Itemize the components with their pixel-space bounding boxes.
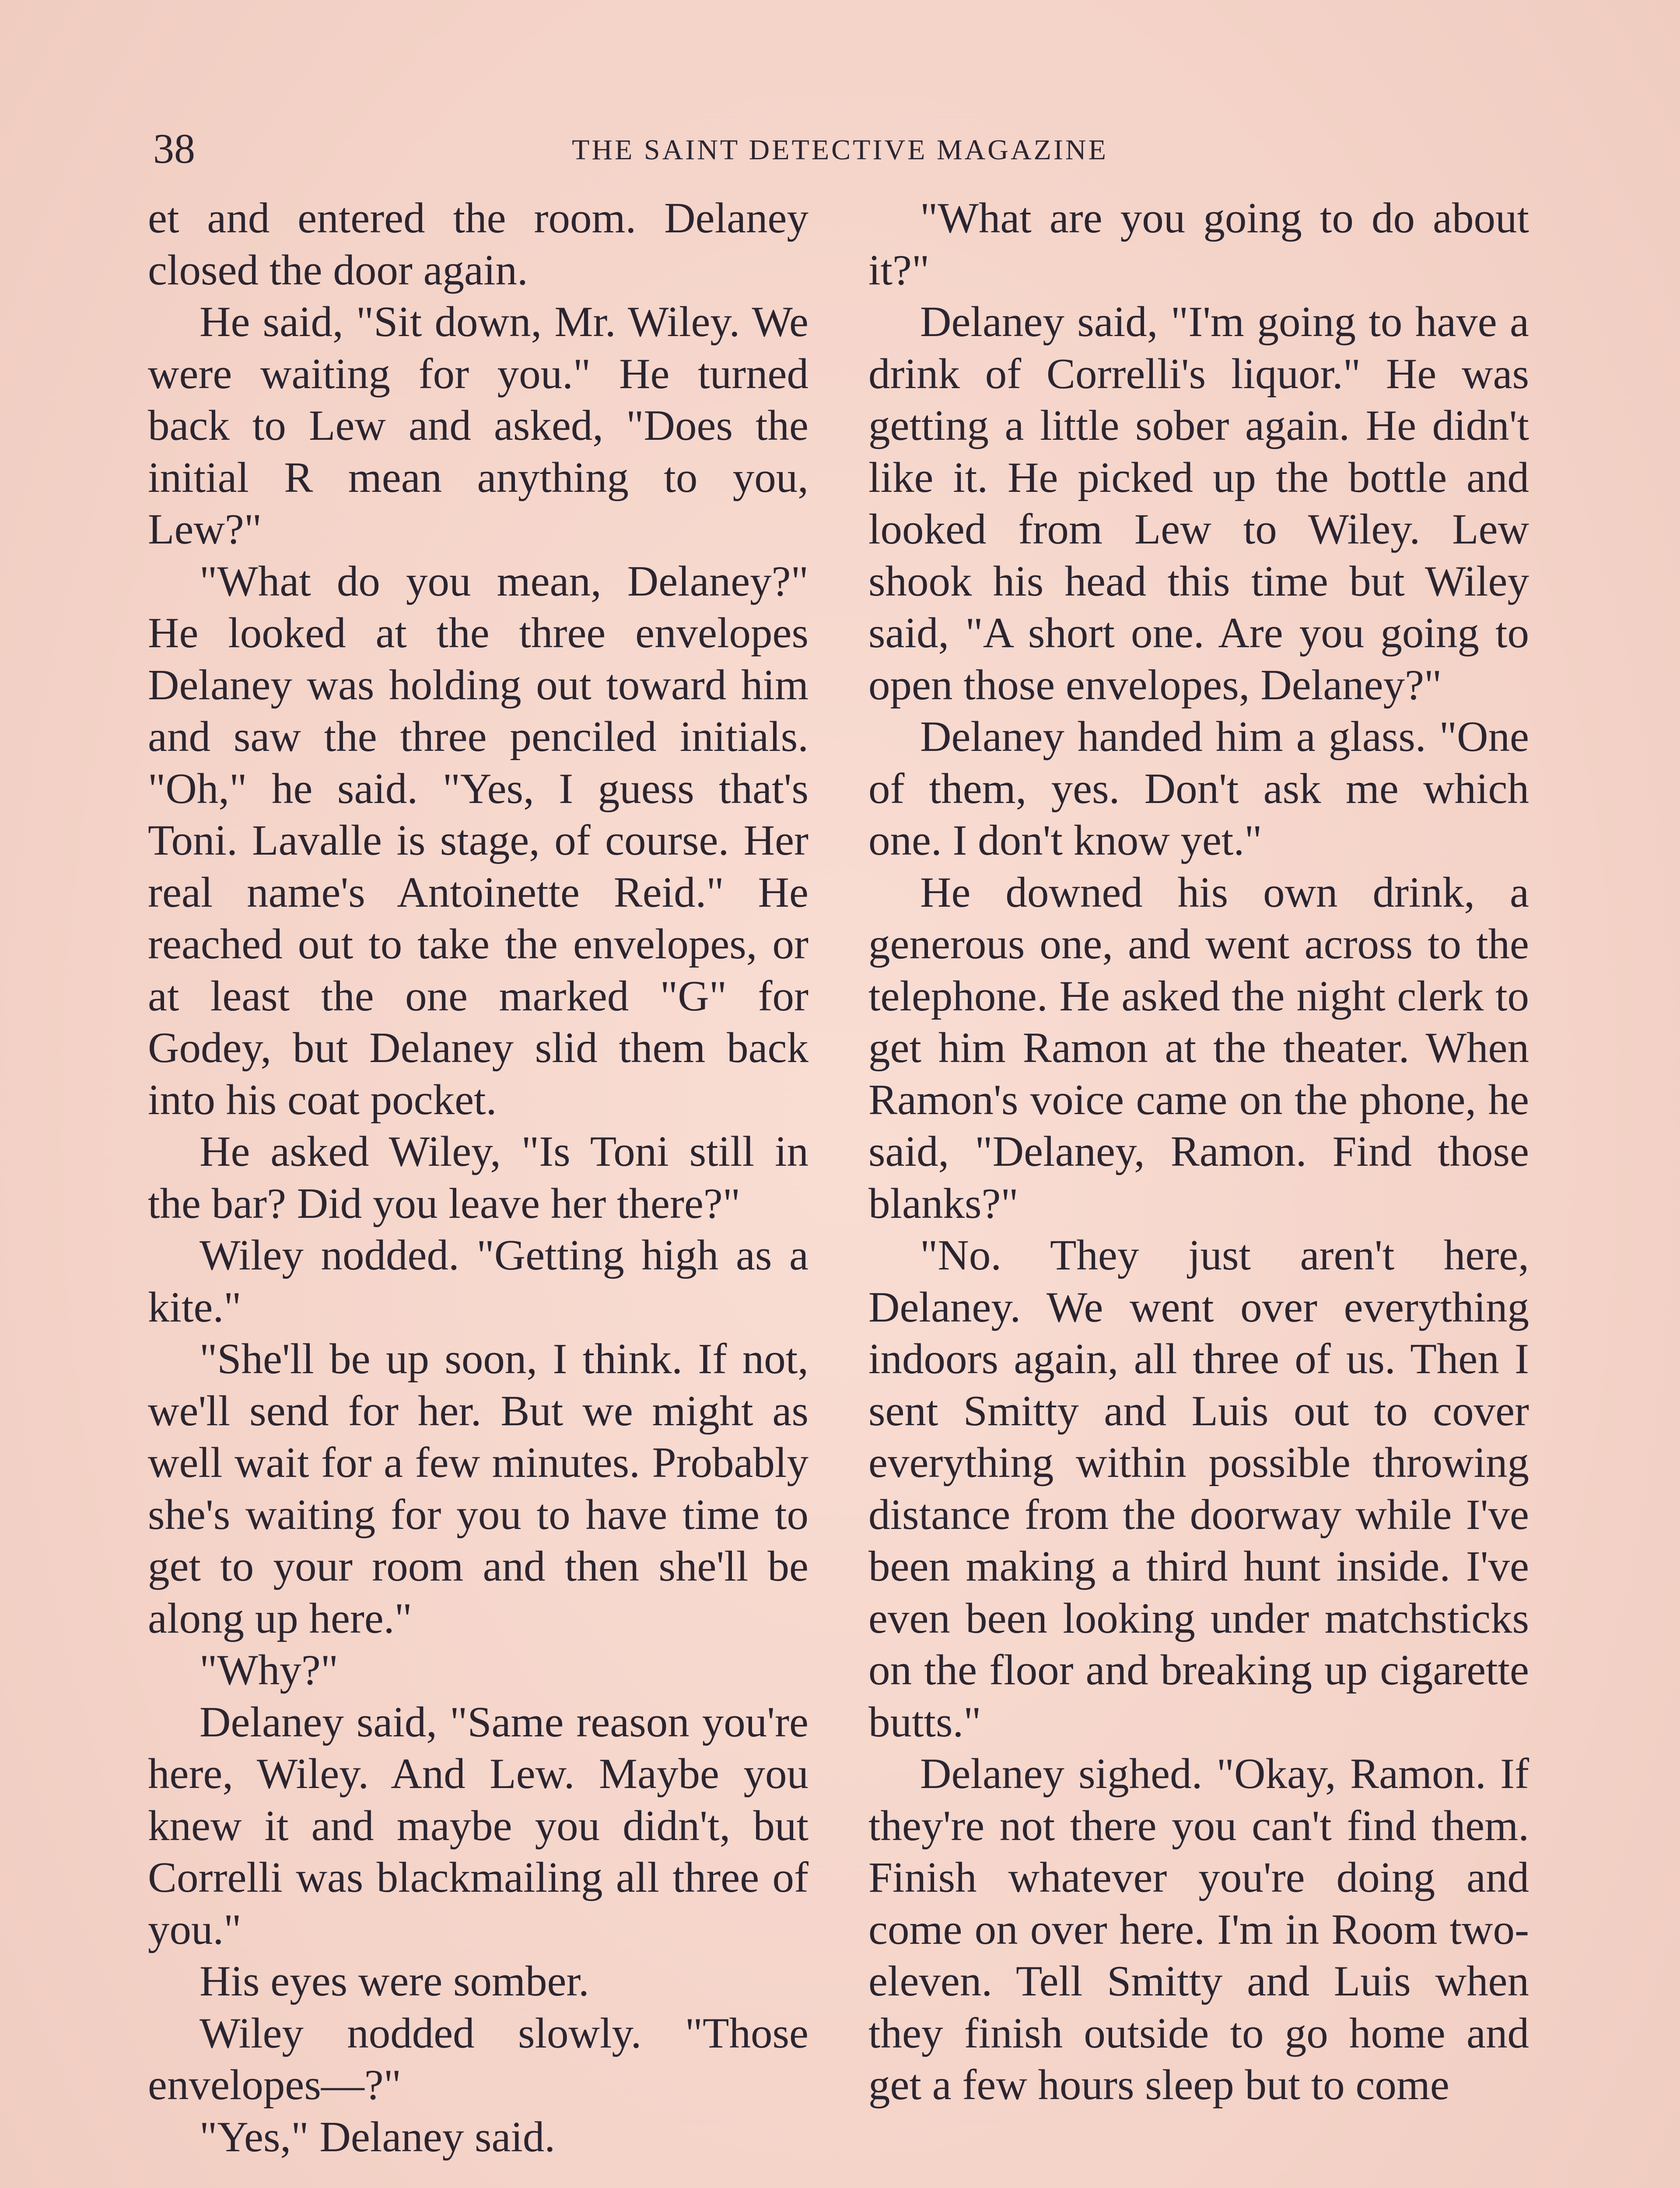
paragraph: "She'll be up soon, I think. If not, we'll send for her. But we might as well wait for a few minutes. Probably she's waiting for you to have time to get to your room and then she'll be along up here." — [148, 1335, 808, 1642]
right-column — [868, 193, 1529, 2111]
page-number: 38 — [153, 125, 195, 172]
paragraph: He downed his own drink, a generous one, and went across to the telephone. He asked the night clerk to get him Ramon at the theater. When Ramon's voice came on the phone, he said, "Delaney, Ramon. Find those blanks?" — [868, 868, 1529, 1227]
paragraph: "What are you going to do about it?" — [868, 194, 1529, 294]
running-title: THE SAINT DETECTIVE MAGAZINE — [572, 134, 1108, 166]
paragraph: Delaney sighed. "Okay, Ramon. If they're not there you can't find them. Finish whatever you're doing and come on over here. I'm in Room two-eleven. Tell Smitty and Luis when they finish outside to go home and get a few hours sleep but to come — [868, 1750, 1529, 2109]
paragraph: He asked Wiley, "Is Toni still in the bar? Did you leave her there?" — [148, 1128, 808, 1227]
paragraph: Delaney handed him a glass. "One of them, yes. Don't ask me which one. I don't know yet." — [868, 713, 1529, 864]
paragraph: Wiley nodded slowly. "Those envelopes—?" — [148, 2009, 808, 2109]
paragraph: "No. They just aren't here, Delaney. We went over everything indoors again, all three of us. Then I sent Smitty and Luis out to cover everything within possible throwing distance from the doorway while I've been making a third hunt inside. I've even been looking under matchsticks on the floor and breaking up cigarette butts." — [868, 1231, 1529, 1746]
paragraph: He said, "Sit down, Mr. Wiley. We were waiting for you." He turned back to Lew and asked, "Does the initial R mean anything to you, Lew?" — [148, 298, 808, 553]
paragraph: et and entered the room. Delaney closed the door again. — [148, 194, 808, 294]
paragraph: Delaney said, "Same reason you're here, Wiley. And Lew. Maybe you knew it and maybe you didn't, but Correlli was blackmailing all three of you." — [148, 1698, 808, 1953]
paragraph: Delaney said, "I'm going to have a drink of Correlli's liquor." He was getting a little sober again. He didn't like it. He picked up the bottle and looked from Lew to Wiley. Lew shook his head this time but Wiley said, "A short one. Are you going to open those envelopes, Delaney?" — [868, 298, 1529, 709]
paragraph: "Yes," Delaney said. — [200, 2113, 556, 2161]
page-header — [153, 125, 1527, 173]
left-column — [148, 193, 808, 2163]
paragraph: "What do you mean, Delaney?" He looked at the three envelopes Delaney was holding out toward him and saw the three penciled initials. "Oh," he said. "Yes, I guess that's Toni. Lavalle is stage, of course. Her real name's Antoinette Reid." He reached out to take the envelopes, or at least the one marked "G" for Godey, but Delaney slid them back into his coat pocket. — [148, 557, 808, 1124]
paragraph: His eyes were somber. — [200, 1957, 589, 2005]
paragraph: Wiley nodded. "Getting high as a kite." — [148, 1231, 808, 1331]
paragraph: "Why?" — [200, 1646, 339, 1694]
